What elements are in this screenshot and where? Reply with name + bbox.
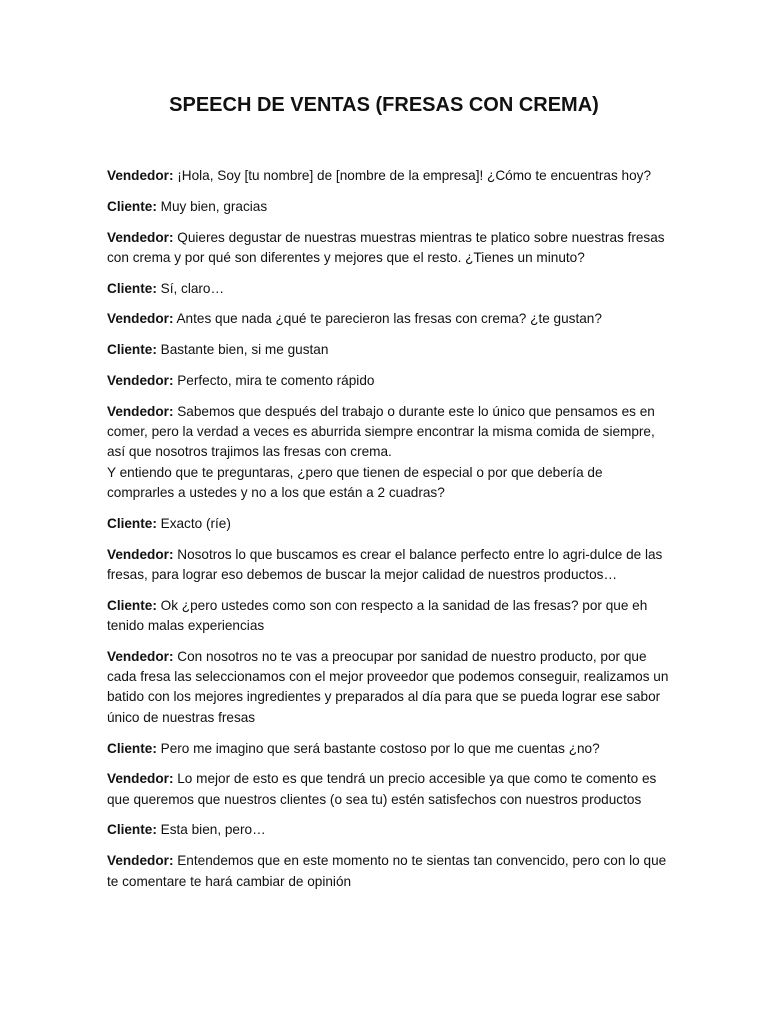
dialogue-line: [107, 197, 669, 217]
dialogue-line: [107, 514, 669, 534]
dialogue-line: [107, 279, 669, 299]
dialogue-line: [107, 371, 669, 391]
speaker-label: Cliente:: [107, 822, 157, 838]
line-text: Pero me imagino que será bastante costoso por lo que me cuentas ¿no?: [156, 740, 600, 756]
line-text: Ok ¿pero ustedes como son con respecto a la sanidad de las fresas? por que eh tenido malas experiencias: [107, 597, 648, 634]
speaker-label: Cliente:: [107, 198, 157, 214]
speaker-label: Vendedor:: [107, 168, 174, 183]
dialogue-line: [107, 309, 669, 329]
speaker-label: Cliente:: [107, 515, 157, 531]
dialogue-line: [107, 402, 669, 503]
dialogue-line: [107, 820, 669, 840]
dialogue-line: [107, 647, 669, 728]
speaker-label: Vendedor:: [107, 311, 174, 327]
speaker-label: Vendedor:: [107, 546, 174, 562]
speaker-label: Vendedor:: [107, 853, 174, 869]
dialogue-line: [107, 851, 669, 892]
line-text: Perfecto, mira te comento rápido: [173, 373, 375, 389]
speaker-label: Vendedor:: [107, 648, 174, 664]
speaker-label: Cliente:: [107, 740, 157, 756]
line-text: Bastante bien, si me gustan: [156, 342, 329, 358]
line-text: Antes que nada ¿qué te parecieron las fresas con crema? ¿te gustan?: [173, 311, 602, 327]
speaker-label: Vendedor:: [107, 373, 174, 389]
dialogue: [107, 166, 669, 902]
dialogue-line: [107, 545, 669, 586]
speaker-label: Cliente:: [107, 342, 157, 358]
line-text: Nosotros lo que buscamos es crear el balance perfecto entre lo agri-dulce de las fresas, para lograr eso debemos de buscar la mejor calidad de nuestros productos…: [107, 546, 663, 582]
speaker-label: Cliente:: [107, 280, 157, 296]
speaker-label: Vendedor:: [107, 771, 174, 787]
document-title: SPEECH DE VENTAS (FRESAS CON CREMA): [169, 94, 599, 116]
line-text: Con nosotros no te vas a preocupar por sanidad de nuestro producto, por que cada fresa las seleccionamos con el mejor proveedor que podemos conseguir, realizamos un batido con los mejores ingredientes y preparados al día para que se pueda lograr ese sabor único de nuestras fresas: [107, 648, 669, 725]
speaker-label: Cliente:: [107, 597, 157, 613]
speaker-label: Vendedor:: [107, 229, 174, 245]
line-text: ¡Hola, Soy [tu nombre] de [nombre de la empresa]! ¿Cómo te encuentras hoy?: [173, 168, 652, 183]
line-text: Esta bien, pero…: [156, 822, 266, 838]
dialogue-line: [107, 596, 669, 637]
line-text: Quieres degustar de nuestras muestras mientras te platico sobre nuestras fresas con crema y por qué son diferentes y mejores que el resto. ¿Tienes un minuto?: [107, 229, 665, 265]
line-text: Sí, claro…: [156, 280, 225, 296]
dialogue-line: [107, 769, 669, 810]
line-text: Exacto (ríe): [156, 515, 231, 531]
line-text: Entendemos que en este momento no te sientas tan convencido, pero con lo que te comentare te hará cambiar de opinión: [107, 853, 667, 889]
line-text: Lo mejor de esto es que tendrá un precio accesible ya que como te comento es que queremos que nuestros clientes (o sea tu) estén satisfechos con nuestros productos: [107, 771, 657, 807]
dialogue-line: [107, 228, 669, 269]
line-text: Muy bien, gracias: [156, 198, 268, 214]
speaker-label: Vendedor:: [107, 403, 174, 419]
dialogue-line: [107, 739, 669, 759]
dialogue-line: [107, 166, 669, 186]
line-text: Sabemos que después del trabajo o durante este lo único que pensamos es en comer, pero la verdad a veces es aburrida siempre encontrar la misma comida de siempre, así que nosotros trajimos las fresas con crema. Y entiendo que te preguntaras, ¿pero que tienen de especial o por que debería de comprarles a ustedes y no a los que están a 2 cuadras?: [107, 403, 655, 501]
dialogue-line: [107, 340, 669, 360]
